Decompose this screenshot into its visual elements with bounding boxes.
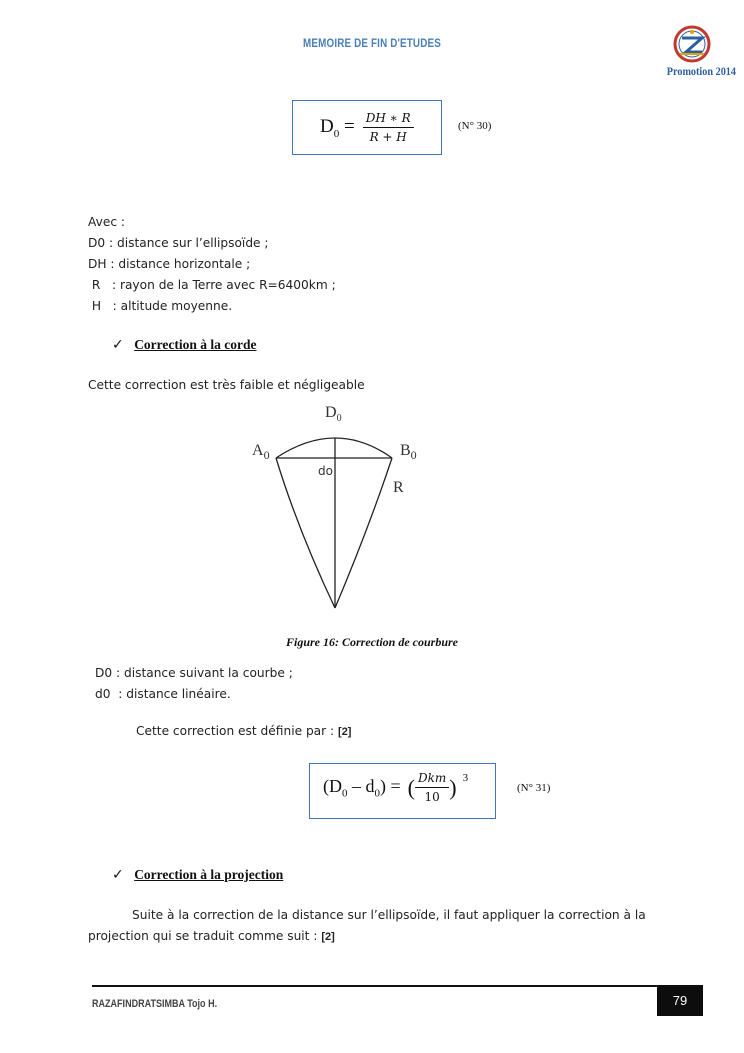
eq30-lhs: D <box>320 115 334 137</box>
definition-item: D0 : distance sur l’ellipsoïde ; <box>88 236 269 250</box>
figure-caption: Figure 16: Correction de courbure <box>285 635 458 649</box>
definition-item: DH : distance horizontale ; <box>88 257 251 271</box>
eq31-close-paren: ) <box>449 774 457 800</box>
eq30-fraction <box>363 111 414 144</box>
definition-item: R : rayon de la Terre avec R=6400km ; <box>88 278 336 292</box>
eq30-numerator: DH ∗ R <box>363 111 414 128</box>
section-heading-corde <box>112 336 257 354</box>
eq31-lhs: (D <box>323 775 342 796</box>
definition-line: Cette correction est définie par : [2] <box>136 724 352 738</box>
projection-line-2: projection qui se traduit comme suit : [2] <box>88 929 335 943</box>
citation-ref: [2] <box>321 931 335 943</box>
check-icon: ✓ <box>112 337 124 353</box>
label-d0: do <box>318 464 333 478</box>
definitions-intro: Avec : <box>88 215 126 229</box>
footer-divider <box>92 985 703 987</box>
arc-curve <box>276 438 392 458</box>
label-A0: $A_0$ <box>252 442 270 463</box>
equation-31-box: $(D_0 - d_0)$ = ( $\frac{\text{Dkm}}{10}$ ) 3 <box>309 763 496 819</box>
section-title-corde: Correction à la corde <box>134 337 257 352</box>
projection-paragraph <box>88 905 668 948</box>
citation-ref: [2] <box>338 726 352 738</box>
figure-notes <box>95 663 293 705</box>
eq30-denominator: R + H <box>369 130 407 144</box>
left-radius-curve <box>276 458 335 608</box>
eq31-exponent: 3 <box>462 771 469 784</box>
eq31-fraction <box>415 771 449 804</box>
eq31-numerator: Dkm <box>415 771 449 788</box>
section-corde-text: Cette correction est très faible et négligeable <box>88 378 365 392</box>
check-icon: ✓ <box>112 867 124 883</box>
footer-author: RAZAFINDRATSIMBA Tojo H. <box>92 998 218 1010</box>
equation-31-number: (N° 31) <box>517 782 551 794</box>
header-title: MEMOIRE DE FIN D'ETUDES <box>303 36 441 50</box>
eq30-lhs-sub: 0 <box>333 127 340 140</box>
section-heading-projection <box>112 866 283 884</box>
eq31-denominator: 10 <box>424 790 440 804</box>
label-R: R <box>393 479 404 496</box>
definitions <box>88 212 336 317</box>
label-B0: $B_0$ <box>400 442 417 463</box>
eq30-equals: = <box>343 115 355 137</box>
section-title-projection: Correction à la projection <box>134 867 284 882</box>
figure-note: D0 : distance suivant la courbe ; <box>95 666 293 680</box>
projection-line-1: Suite à la correction de la distance sur l’ellipsoïde, il faut appliquer la correction à la <box>132 908 646 922</box>
eq31-open-paren: ( <box>407 774 415 800</box>
equation-30-number: (N° 30) <box>458 120 492 132</box>
promotion-label: Promotion 2014 <box>666 64 736 78</box>
figure-note: d0 : distance linéaire. <box>95 687 231 701</box>
label-D0: $D_0$ <box>325 404 342 425</box>
equation-30-box <box>292 100 442 155</box>
page-number: 79 <box>657 985 703 1016</box>
definition-item: H : altitude moyenne. <box>88 299 233 313</box>
right-radius-curve <box>335 458 392 608</box>
university-logo-icon <box>672 24 712 64</box>
curvature-figure <box>240 400 480 615</box>
